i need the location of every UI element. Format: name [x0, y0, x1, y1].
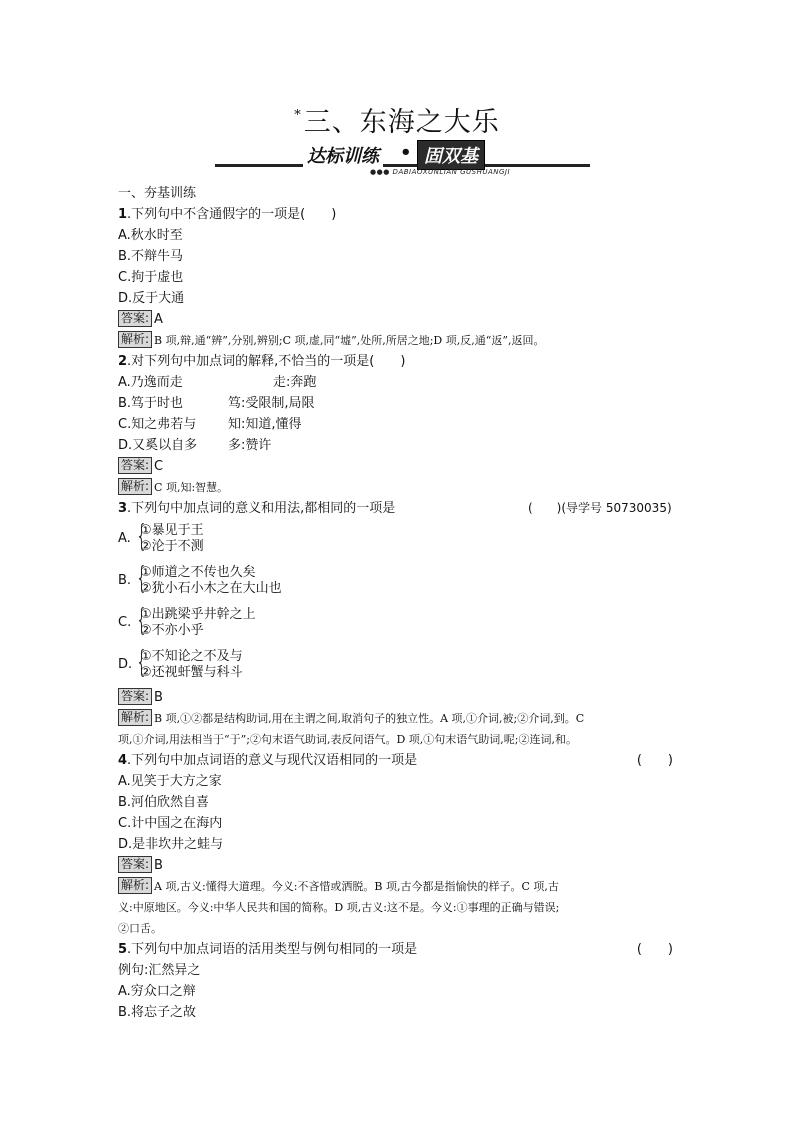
option	[118, 435, 678, 456]
analysis-line	[118, 708, 678, 729]
option-sentence: A.乃逸而走	[118, 375, 183, 390]
answer-tag: 答案:	[118, 856, 152, 873]
brace-glyph: {	[135, 603, 148, 638]
question-number: 3	[118, 501, 128, 516]
option	[118, 393, 678, 414]
analysis-tag: 解析:	[118, 478, 152, 495]
banner-rule	[215, 164, 590, 167]
analysis-continuation: ②口舌。	[118, 922, 162, 935]
analysis-text: B 项,①②都是结构助词,用在主谓之间,取消句子的独立性。A 项,①介词,被;②介词,到。C	[154, 712, 585, 725]
option: C.计中国之在海内	[118, 816, 223, 831]
question-number: 1	[118, 207, 128, 222]
answer-line	[118, 687, 678, 708]
option-sentence: B.笃于时也	[118, 396, 184, 411]
answer-value: B	[154, 858, 163, 873]
analysis-continuation: 项,①介词,用法相当于“于”;②句末语气助词,表反问语气。D 项,①句末语气助词,呢;②连词,和。	[118, 733, 577, 746]
option-sentence: ①暴见于王	[140, 523, 204, 538]
option: B.将忘子之故	[118, 1005, 197, 1020]
analysis-continuation: 义:中原地区。今义:中华人民共和国的简称。D 项,古义:这不是。今义:①事理的正确与错误;	[118, 901, 560, 914]
answer-value: B	[154, 690, 163, 705]
analysis-text: B 项,辩,通“辨”,分别,辨别;C 项,虚,同“墟”,处所,所居之地;D 项,反,通“返”,返回。	[154, 334, 545, 347]
brace-glyph: {	[135, 561, 148, 596]
answer-value: A	[154, 312, 163, 327]
analysis-line	[118, 477, 678, 498]
answer-line	[118, 855, 678, 876]
analysis-line	[118, 876, 678, 897]
option-explanation: 多:赞许	[228, 438, 272, 453]
answer-line	[118, 309, 678, 330]
question-3-stem	[118, 498, 678, 519]
title-star: *	[294, 108, 302, 123]
question-text: .对下列句中加点词的解释,不恰当的一项是( )	[127, 354, 406, 369]
option-sentence: ①师道之不传也久矣	[140, 565, 256, 580]
page-title	[0, 100, 794, 139]
banner-subtitle: ●●● DABIAOXUNLIAN GUSHUANGJI	[370, 168, 511, 176]
analysis-tag: 解析:	[118, 709, 152, 726]
reference-number: (导学号 50730035)	[561, 501, 672, 515]
option-pair	[118, 605, 678, 645]
option: A.见笑于大方之家	[118, 774, 222, 789]
option-label: C.	[118, 615, 132, 630]
option-explanation: 知:知道,懂得	[228, 417, 302, 432]
option-pair	[118, 647, 678, 687]
banner-right-text: 固双基	[417, 140, 485, 170]
option: A.穷众口之辩	[118, 984, 196, 999]
question-text: .下列句中加点词的意义和用法,都相同的一项是	[127, 501, 396, 516]
option	[118, 372, 678, 393]
option-explanation: 笃:受限制,局限	[228, 396, 315, 411]
answer-tag: 答案:	[118, 457, 152, 474]
exercise-content	[118, 183, 678, 1023]
answer-paren: ( )	[636, 942, 673, 957]
option-sentence: C.知之弗若与	[118, 417, 197, 432]
question-2-stem	[118, 351, 678, 372]
question-text: .下列句中加点词语的意义与现代汉语相同的一项是	[127, 753, 418, 768]
question-number: 4	[118, 753, 128, 768]
option-sentence: ①出跳梁乎井幹之上	[140, 607, 256, 622]
title-text: 三、东海之大乐	[303, 107, 500, 138]
option-label: D.	[118, 657, 133, 672]
section-heading: 一、夯基训练	[118, 186, 197, 201]
option-pair	[118, 521, 678, 561]
question-ref	[528, 498, 672, 519]
option-label: A.	[118, 531, 131, 546]
option	[118, 414, 678, 435]
option-label: B.	[118, 573, 132, 588]
option-explanation: 走:奔跑	[273, 375, 317, 390]
answer-value: C	[154, 459, 164, 474]
question-number: 2	[118, 354, 128, 369]
brace-glyph: {	[135, 645, 148, 680]
question-number: 5	[118, 942, 128, 957]
answer-paren: ( )	[636, 753, 673, 768]
option-sentence: ②犹小石小木之在大山也	[140, 581, 282, 596]
option: D.反于大通	[118, 291, 185, 306]
answer-line	[118, 456, 678, 477]
option-sentence: ①不知论之不及与	[140, 649, 243, 664]
option: A.秋水时至	[118, 228, 183, 243]
question-text: .下列句中加点词语的活用类型与例句相同的一项是	[127, 942, 418, 957]
option: D.是非坎井之蛙与	[118, 837, 224, 852]
option-sentence: ②沦于不测	[140, 539, 204, 554]
question-text: .下列句中不含通假字的一项是( )	[127, 207, 337, 222]
banner-dot: •	[400, 142, 412, 163]
analysis-line	[118, 330, 678, 351]
analysis-text: C 项,知:智慧。	[154, 481, 229, 494]
analysis-tag: 解析:	[118, 331, 152, 348]
option: B.不辩牛马	[118, 249, 184, 264]
example-sentence: 例句:汇然异之	[118, 963, 201, 978]
question-1-stem	[118, 204, 678, 225]
answer-tag: 答案:	[118, 310, 152, 327]
section-banner	[215, 140, 590, 180]
banner-left-text: 达标训练	[303, 142, 383, 168]
analysis-text: A 项,古义:懂得大道理。今义:不吝惜或洒脱。B 项,古今都是指愉快的样子。C 项,古	[154, 880, 559, 893]
option: C.拘于虚也	[118, 270, 184, 285]
answer-paren: ( )	[528, 501, 562, 515]
question-5-stem	[118, 939, 678, 960]
option: B.河伯欣然自喜	[118, 795, 210, 810]
question-4-stem	[118, 750, 678, 771]
brace-glyph: {	[135, 519, 148, 554]
option-sentence: ②不亦小乎	[140, 623, 204, 638]
analysis-tag: 解析:	[118, 877, 152, 894]
option-pair	[118, 563, 678, 603]
answer-tag: 答案:	[118, 688, 152, 705]
option-sentence: D.又奚以自多	[118, 438, 198, 453]
option-sentence: ②还视虷蟹与科斗	[140, 665, 243, 680]
